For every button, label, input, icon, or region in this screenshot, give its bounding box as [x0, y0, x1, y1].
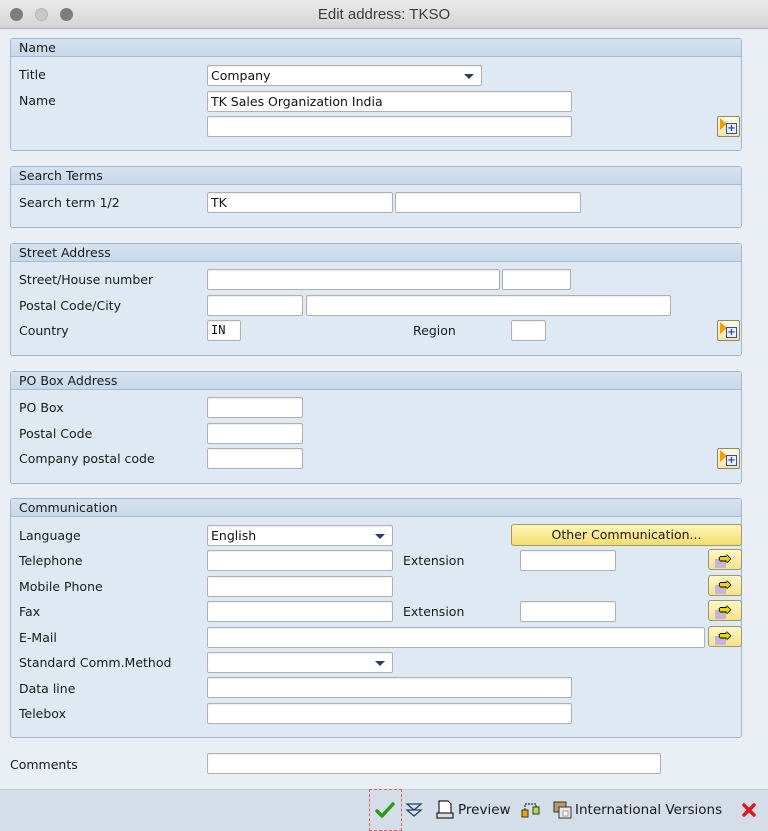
- international-versions-button[interactable]: [553, 800, 722, 820]
- fax-details-button[interactable]: [708, 600, 742, 621]
- preview-label: Preview: [458, 802, 511, 818]
- more-fields-button[interactable]: [717, 448, 740, 469]
- data-line-label: Data line: [19, 681, 76, 696]
- mobile-details-button[interactable]: [708, 575, 742, 596]
- language-value: English: [211, 528, 257, 543]
- chevron-down-icon: [464, 74, 474, 79]
- po-box-group: [10, 371, 742, 484]
- fax-label: Fax: [19, 604, 41, 619]
- street-input[interactable]: [207, 269, 500, 290]
- printer-icon: [435, 800, 455, 820]
- mobile-phone-input[interactable]: [207, 576, 393, 597]
- arrow-right-icon: ➡: [719, 602, 731, 618]
- title-label: Title: [19, 67, 46, 82]
- name-input[interactable]: TK Sales Organization India: [207, 91, 572, 112]
- search-terms-group: [10, 166, 742, 228]
- arrow-right-icon: ➡: [719, 577, 731, 593]
- arrow-right-icon: ➡: [719, 628, 731, 644]
- email-label: E-Mail: [19, 630, 57, 645]
- arrow-right-icon: ➡: [719, 551, 731, 567]
- telebox-input[interactable]: [207, 703, 572, 724]
- street-address-header: Street Address: [11, 244, 741, 262]
- email-details-button[interactable]: [708, 626, 742, 647]
- email-input[interactable]: [207, 627, 705, 648]
- telephone-details-button[interactable]: [708, 549, 742, 570]
- plus-icon: +: [727, 123, 736, 134]
- communication-header: Communication: [11, 499, 741, 517]
- plus-icon: +: [727, 327, 736, 338]
- region-label: Region: [413, 323, 456, 338]
- region-input[interactable]: [511, 320, 546, 341]
- search-term-1-input[interactable]: TK: [207, 192, 393, 213]
- po-box-label: PO Box: [19, 400, 64, 415]
- city-input[interactable]: [306, 295, 671, 316]
- company-postal-code-label: Company postal code: [19, 451, 155, 466]
- chevron-down-icon: [375, 534, 385, 539]
- po-postal-code-label: Postal Code: [19, 426, 93, 441]
- name2-input[interactable]: [207, 116, 572, 137]
- po-box-header: PO Box Address: [11, 372, 741, 390]
- std-comm-method-dropdown[interactable]: [207, 652, 393, 673]
- telephone-label: Telephone: [19, 553, 83, 568]
- fax-input[interactable]: [207, 601, 393, 622]
- name-group: [10, 38, 742, 151]
- name-label: Name: [19, 93, 56, 108]
- country-input[interactable]: IN: [207, 320, 241, 341]
- street-label: Street/House number: [19, 272, 154, 287]
- double-chevron-down-icon: [404, 801, 424, 819]
- std-comm-method-label: Standard Comm.Method: [19, 655, 172, 670]
- country-label: Country: [19, 323, 69, 338]
- structure-button[interactable]: [520, 800, 542, 820]
- house-number-input[interactable]: [502, 269, 571, 290]
- focus-indicator: [369, 789, 402, 831]
- communication-group: [10, 498, 742, 738]
- more-fields-button[interactable]: [717, 116, 740, 137]
- window-title: Edit address: TKSO: [317, 6, 451, 23]
- title-value: Company: [211, 68, 271, 83]
- international-versions-label: International Versions: [575, 802, 723, 818]
- window-titlebar: [0, 0, 768, 29]
- search-term-2-input[interactable]: [395, 192, 581, 213]
- telephone-extension-input[interactable]: [520, 550, 616, 571]
- title-dropdown[interactable]: [207, 65, 482, 86]
- other-communication-button[interactable]: Other Communication...: [511, 524, 742, 546]
- plus-icon: +: [727, 455, 736, 466]
- data-line-input[interactable]: [207, 677, 572, 698]
- comments-input[interactable]: [207, 753, 661, 774]
- language-dropdown[interactable]: [207, 525, 393, 546]
- preview-button[interactable]: [435, 800, 511, 820]
- po-box-input[interactable]: [207, 397, 303, 418]
- fax-extension-input[interactable]: [520, 601, 616, 622]
- check-entries-button[interactable]: [404, 800, 424, 820]
- more-fields-button[interactable]: [717, 320, 740, 341]
- hierarchy-icon: [520, 800, 542, 820]
- telephone-extension-label: Extension: [403, 553, 465, 568]
- telebox-label: Telebox: [19, 706, 66, 721]
- postal-city-label: Postal Code/City: [19, 298, 121, 313]
- cancel-button[interactable]: [741, 800, 757, 820]
- search-terms-header: Search Terms: [11, 167, 741, 185]
- name-group-header: Name: [11, 39, 741, 57]
- fax-extension-label: Extension: [403, 604, 465, 619]
- chevron-down-icon: [375, 661, 385, 666]
- language-label: Language: [19, 528, 81, 543]
- street-address-group: [10, 243, 742, 356]
- search-term-label: Search term 1/2: [19, 195, 120, 210]
- mobile-phone-label: Mobile Phone: [19, 579, 103, 594]
- comments-label: Comments: [10, 757, 78, 772]
- company-postal-code-input[interactable]: [207, 448, 303, 469]
- close-x-icon: [741, 802, 757, 818]
- telephone-input[interactable]: [207, 550, 393, 571]
- po-postal-code-input[interactable]: [207, 423, 303, 444]
- postal-code-input[interactable]: [207, 295, 303, 316]
- international-versions-icon: [553, 800, 573, 820]
